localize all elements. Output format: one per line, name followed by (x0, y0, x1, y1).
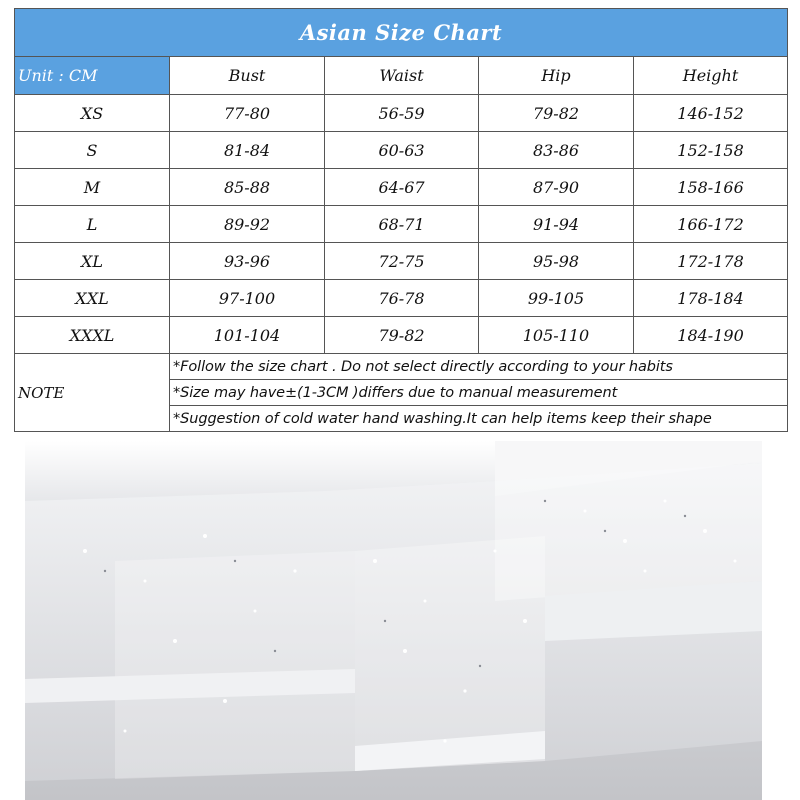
size-label: L (15, 206, 170, 243)
table-row (15, 132, 788, 169)
title-row (15, 9, 788, 57)
header-row (15, 57, 788, 95)
fabric-illustration (25, 441, 762, 800)
bust-cell: 89-92 (170, 206, 325, 243)
hip-cell: 83-86 (479, 132, 634, 169)
hip-cell: 91-94 (479, 206, 634, 243)
size-label: XL (15, 243, 170, 280)
table-row (15, 95, 788, 132)
bust-cell: 85-88 (170, 169, 325, 206)
hip-cell: 99-105 (479, 280, 634, 317)
height-cell: 146-152 (634, 95, 788, 132)
waist-cell: 68-71 (325, 206, 479, 243)
chart-title: Asian Size Chart (15, 9, 788, 57)
waist-cell: 79-82 (325, 317, 479, 354)
column-header-hip: Hip (479, 57, 634, 95)
hip-cell: 105-110 (479, 317, 634, 354)
size-label: XXXL (15, 317, 170, 354)
note-text: *Size may have±(1-3CM )differs due to manual measurement (170, 380, 788, 406)
bust-cell: 77-80 (170, 95, 325, 132)
hip-cell: 79-82 (479, 95, 634, 132)
note-row (15, 354, 788, 380)
waist-cell: 60-63 (325, 132, 479, 169)
bust-cell: 97-100 (170, 280, 325, 317)
column-header-waist: Waist (325, 57, 479, 95)
note-text: *Suggestion of cold water hand washing.It can help items keep their shape (170, 406, 788, 432)
note-text: *Follow the size chart . Do not select directly according to your habits (170, 354, 788, 380)
table-row (15, 243, 788, 280)
size-label: S (15, 132, 170, 169)
column-header-height: Height (634, 57, 788, 95)
bust-cell: 81-84 (170, 132, 325, 169)
size-chart-table (14, 8, 788, 432)
waist-cell: 56-59 (325, 95, 479, 132)
bust-cell: 93-96 (170, 243, 325, 280)
column-header-bust: Bust (170, 57, 325, 95)
height-cell: 178-184 (634, 280, 788, 317)
height-cell: 172-178 (634, 243, 788, 280)
size-label: M (15, 169, 170, 206)
hip-cell: 95-98 (479, 243, 634, 280)
waist-cell: 76-78 (325, 280, 479, 317)
table-row (15, 317, 788, 354)
fabric-photo (25, 441, 762, 800)
height-cell: 152-158 (634, 132, 788, 169)
height-cell: 158-166 (634, 169, 788, 206)
size-label: XS (15, 95, 170, 132)
note-label: NOTE (15, 354, 170, 432)
table-row (15, 169, 788, 206)
table-row (15, 206, 788, 243)
bust-cell: 101-104 (170, 317, 325, 354)
height-cell: 184-190 (634, 317, 788, 354)
size-label: XXL (15, 280, 170, 317)
hip-cell: 87-90 (479, 169, 634, 206)
waist-cell: 64-67 (325, 169, 479, 206)
height-cell: 166-172 (634, 206, 788, 243)
waist-cell: 72-75 (325, 243, 479, 280)
table-row (15, 280, 788, 317)
unit-label: Unit : CM (15, 57, 170, 95)
